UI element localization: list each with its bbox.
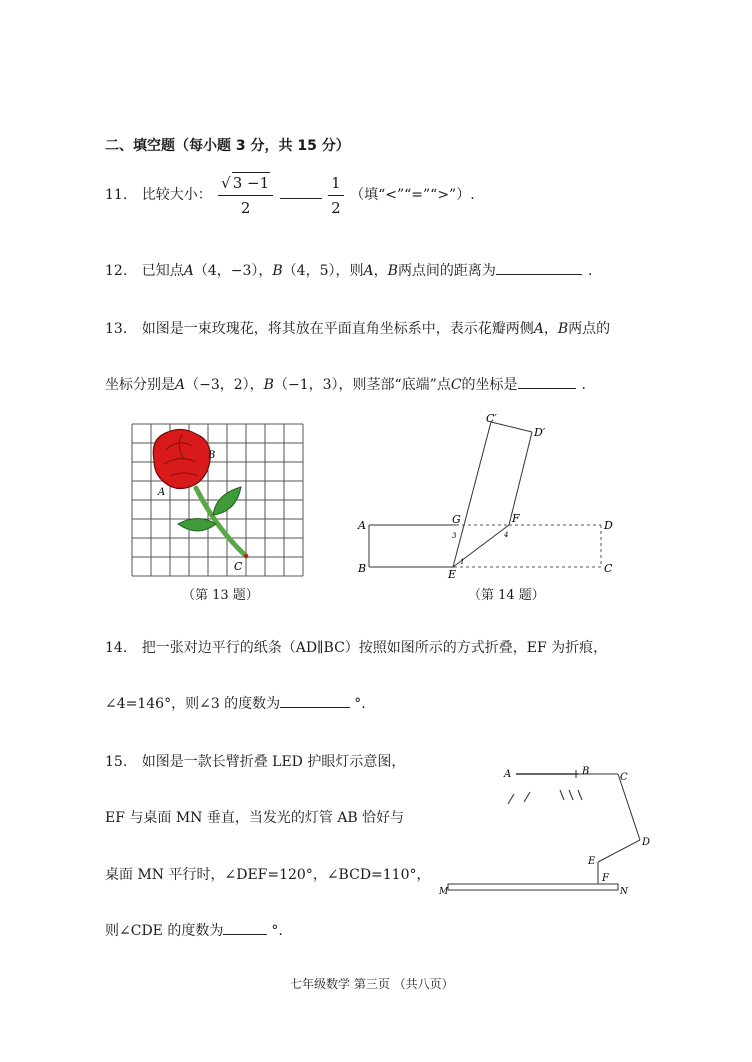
- question-text: （4，−3），: [193, 263, 273, 279]
- sqrt-sign: √: [221, 174, 231, 192]
- fraction-left: [218, 172, 273, 218]
- question-text: °.: [271, 923, 283, 939]
- label-d: D: [604, 519, 613, 532]
- label-g: G: [452, 513, 461, 526]
- angle-label-1: 1: [460, 558, 465, 566]
- label-c: C: [604, 562, 613, 575]
- answer-hint: （填“<”“=”“>”）.: [350, 187, 475, 203]
- point-label: B: [387, 263, 398, 279]
- question-number: 14.: [105, 640, 128, 656]
- point-label: B: [272, 263, 283, 279]
- question-text: 坐标分别是: [105, 377, 175, 393]
- question-15-line-1: [105, 751, 405, 771]
- fraction-numerator: 1: [328, 173, 344, 196]
- question-text: .: [587, 263, 593, 279]
- fraction-denominator: 2: [240, 199, 251, 217]
- label-c: C: [620, 772, 628, 783]
- label-a: A: [358, 519, 366, 532]
- label-d-prime: D′: [534, 426, 546, 439]
- question-text: °.: [354, 696, 366, 712]
- point-label: B: [263, 377, 274, 393]
- answer-blank[interactable]: [223, 920, 267, 935]
- question-text: 把一张对边平行的纸条（AD∥BC）按照如图所示的方式折叠，EF 为折痕，: [141, 640, 608, 656]
- label-m: M: [439, 887, 449, 897]
- figure-13-rose: [124, 420, 310, 582]
- question-text: 如图是一款长臂折叠 LED 护眼灯示意图，: [141, 754, 406, 770]
- label-b: B: [582, 766, 590, 777]
- label-d: D: [642, 837, 651, 848]
- question-text: 两点的: [568, 321, 611, 337]
- label-f: F: [602, 873, 609, 884]
- figure-14-fold: [352, 412, 622, 578]
- question-14-line-2: [105, 693, 366, 713]
- page-footer: 七年级数学 第三页 （共八页）: [290, 977, 454, 991]
- fraction-numerator: 3 −1: [232, 174, 270, 192]
- question-15-line-4: [105, 920, 283, 940]
- point-label: A: [533, 321, 544, 337]
- question-text: 两点间的距离为: [397, 263, 496, 279]
- question-13-line-1: [105, 318, 610, 338]
- question-number: 12.: [105, 263, 128, 279]
- light-rays: [508, 790, 582, 804]
- rose-leaf: [178, 519, 216, 532]
- question-number: 11.: [105, 187, 128, 203]
- rose-flower: [153, 429, 210, 488]
- question-text: .: [581, 377, 586, 393]
- fraction-denominator: 2: [331, 198, 341, 217]
- point-label: B: [557, 321, 569, 337]
- question-15-line-3: 桌面 MN 平行时，∠DEF=120°，∠BCD=110°，: [105, 867, 431, 883]
- question-number: 13.: [105, 321, 128, 337]
- point-label: A: [183, 263, 194, 279]
- label-e: E: [448, 568, 457, 578]
- figure-14-caption: （第 14 题）: [468, 588, 545, 603]
- question-14-line-1: [105, 637, 607, 657]
- point-c-marker: [244, 554, 248, 558]
- question-text: （−3，2），: [185, 377, 264, 393]
- answer-blank[interactable]: [518, 374, 576, 389]
- question-15-line-2: EF 与桌面 MN 垂直，当发光的灯管 AB 恰好与: [105, 810, 405, 826]
- figure-13-caption: （第 13 题）: [182, 588, 259, 603]
- section-title: 二、填空题（每小题 3 分，共 15 分）: [105, 138, 350, 154]
- desk-surface: [448, 884, 618, 890]
- question-text: 则∠CDE 的度数为: [105, 923, 224, 939]
- label-n: N: [620, 887, 628, 897]
- question-text: ，: [373, 263, 388, 279]
- label-a: A: [158, 487, 166, 498]
- label-f: F: [512, 512, 520, 525]
- answer-blank[interactable]: [496, 260, 582, 275]
- point-label: C: [450, 377, 462, 393]
- figure-15-lamp: [436, 760, 662, 900]
- question-12: [105, 260, 592, 280]
- label-c: C: [234, 560, 243, 573]
- question-11: [105, 172, 475, 218]
- angle-label-3: 3: [452, 532, 457, 540]
- question-text: 的坐标是: [461, 377, 518, 393]
- answer-blank[interactable]: [280, 693, 350, 708]
- label-b: B: [208, 450, 216, 461]
- point-label: A: [175, 377, 186, 393]
- question-13-line-2: [105, 374, 586, 394]
- question-text: 已知点: [141, 263, 184, 279]
- question-text: 如图是一束玫瑰花，将其放在平面直角坐标系中，表示花瓣两侧: [141, 321, 534, 337]
- label-c-prime: C′: [486, 412, 497, 425]
- question-text: （4，5），则: [282, 263, 364, 279]
- point-label: A: [363, 263, 374, 279]
- question-number: 15.: [105, 754, 128, 770]
- label-a: A: [504, 769, 512, 780]
- label-e: E: [588, 856, 596, 867]
- label-b: B: [358, 562, 367, 575]
- angle-label-4: 4: [504, 531, 509, 539]
- question-text: ，: [543, 321, 558, 337]
- question-text: ∠4=146°，则∠3 的度数为: [105, 696, 281, 712]
- answer-blank[interactable]: [280, 184, 322, 199]
- question-text: （−1，3），则茎部“底端”点: [273, 377, 451, 393]
- question-text: 比较大小：: [141, 187, 212, 203]
- fraction-right: [328, 173, 344, 218]
